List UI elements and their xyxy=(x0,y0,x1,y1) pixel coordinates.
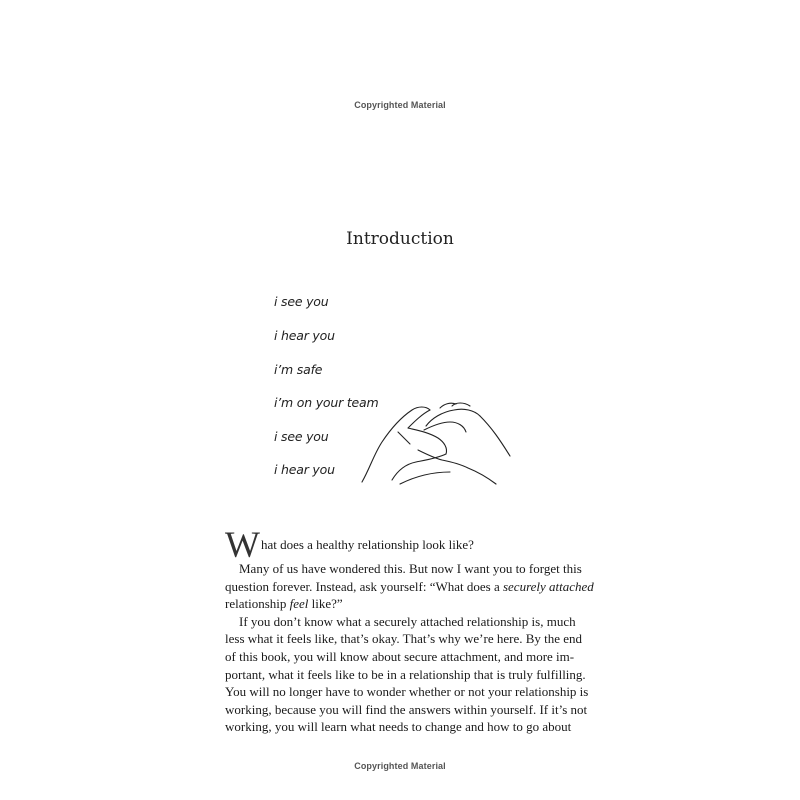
text-run: question forever. Instead, ask yourself: “What does a xyxy=(225,578,500,594)
drop-cap: W xyxy=(225,525,260,566)
poem-line: i see you xyxy=(274,294,329,309)
chapter-title: Introduction xyxy=(346,229,454,249)
emphasis: securely attached xyxy=(502,578,594,594)
body-text xyxy=(225,525,594,736)
text-line xyxy=(225,578,594,596)
text-line: working, you will learn what needs to change and how to go about xyxy=(225,719,572,735)
paragraph xyxy=(225,525,560,566)
text-line: working, because you will find the answers within yourself. If it’s not xyxy=(225,701,588,717)
text-run: like?” xyxy=(311,596,343,612)
text-line: If you don’t know what a securely attached relationship is, much xyxy=(239,613,576,629)
poem-line: i’m safe xyxy=(274,362,323,377)
text-line: hat does a healthy relationship look like? xyxy=(260,537,474,552)
text-line: portant, what it feels like to be in a relationship that is truly fulfilling. xyxy=(225,666,586,682)
text-line: You will no longer have to wonder whether or not your relationship is xyxy=(225,684,589,700)
poem-line: i hear you xyxy=(274,462,335,477)
copyright-footer: Copyrighted Material xyxy=(354,761,446,771)
emphasis: feel xyxy=(289,596,309,612)
text-line xyxy=(225,595,560,613)
paragraph xyxy=(225,560,594,613)
text-line: of this book, you will know about secure attachment, and more im- xyxy=(225,648,575,664)
paragraph xyxy=(225,613,589,736)
text-line: less what it feels like, that’s okay. That’s why we’re here. By the end xyxy=(225,631,583,647)
emphasis: relationship xyxy=(225,596,287,612)
text-line: Many of us have wondered this. But now I want you to forget this xyxy=(239,561,582,576)
poem-line: i hear you xyxy=(274,328,335,343)
holding-hands-illustration xyxy=(360,398,515,488)
poem-line: i’m on your team xyxy=(274,395,379,410)
poem-line: i see you xyxy=(274,429,329,444)
copyright-header: Copyrighted Material xyxy=(354,100,446,110)
